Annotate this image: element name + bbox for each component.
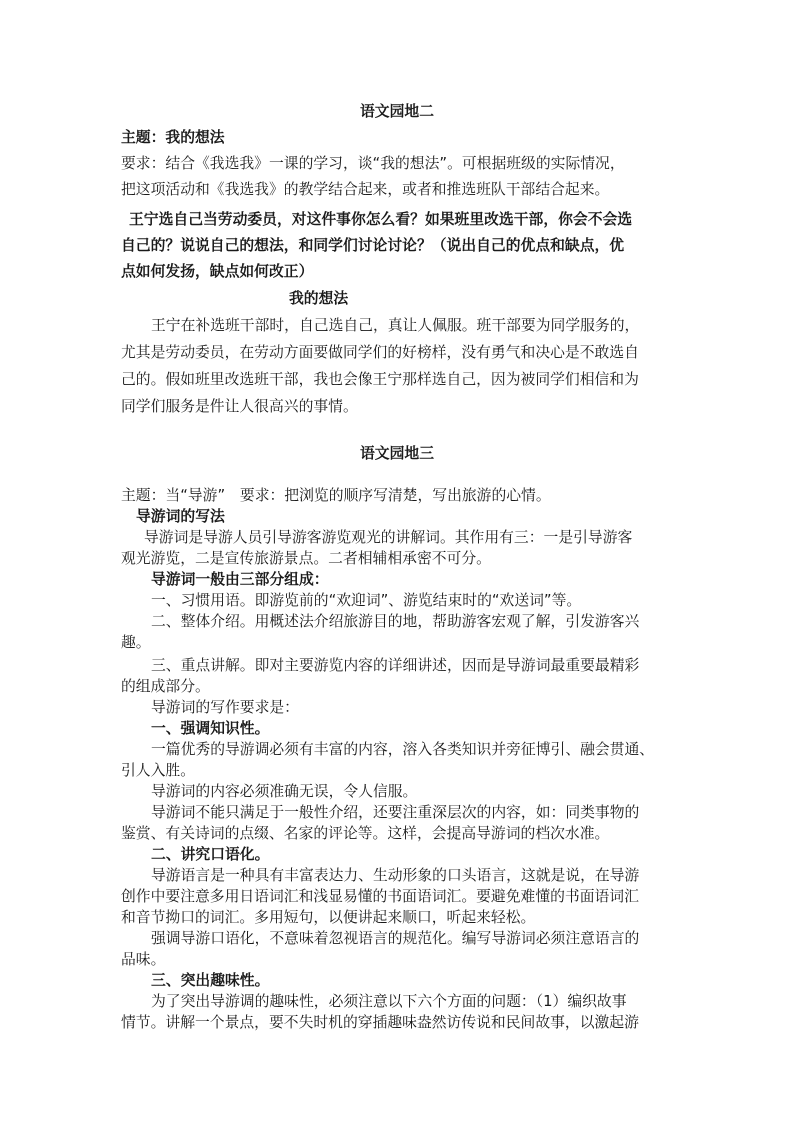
essay-line: 己的。假如班里改选班干部，我也会像王宁那样选自己，因为被同学们相信和为 [121, 371, 639, 388]
req2-heading: 二、讲究口语化。 [151, 846, 270, 863]
req1-heading: 一、强调知识性。 [151, 720, 270, 737]
section2-question-line: 王宁选自己当劳动委员，对这件事你怎么看？如果班里改选干部，你会不会选 [129, 211, 633, 228]
req1-line: 导游词的内容必须准确无误，令人信服。 [151, 783, 418, 800]
part3-line: 的组成部分。 [121, 678, 210, 695]
section2-topic: 主题：我的想法 [121, 129, 225, 146]
section3-title: 语文园地三 [360, 445, 434, 462]
section2-question-line: 点如何发扬，缺点如何改正） [121, 263, 314, 280]
part1-line: 一、习惯用语。即游览前的“欢迎词”、游览结束时的“欢送词”等。 [151, 592, 582, 609]
section2-requirement-line: 把这项活动和《我选我》的教学结合起来，或者和推选班队干部结合起来。 [121, 181, 610, 198]
requirements-intro: 导游词的写作要求是： [151, 699, 299, 716]
section2-title: 语文园地二 [360, 103, 434, 120]
req1-line: 导游词不能只满足于一般性介绍，还要注重深层次的内容，如：同类事物的 [151, 804, 640, 821]
req2-line: 导游语言是一种具有丰富表达力、生动形象的口头语言，这就是说，在导游 [151, 867, 640, 884]
intro-line: 导游词是导游人员引导游客游览观光的讲解词。其作用有三：一是引导游客 [144, 529, 633, 546]
intro-line: 观光游览，二是宣传旅游景点。二者相辅相承密不可分。 [121, 550, 491, 567]
part2-line: 趣。 [121, 634, 151, 651]
req2-line: 创作中要注意多用日语词汇和浅显易懂的书面语词汇。要避免难懂的书面语词汇 [121, 888, 639, 905]
writing-heading: 导游词的写法 [136, 508, 225, 525]
req1-line: 一篇优秀的导游调必须有丰富的内容，溶入各类知识并旁征博引、融会贯通、 [151, 741, 655, 758]
req2-line: 和音节拗口的词汇。多用短句，以便讲起来顺口，听起来轻松。 [121, 909, 536, 926]
req2-line: 强调导游口语化，不意味着忽视语言的规范化。编写导游词必须注意语言的 [151, 930, 640, 947]
essay-line: 尤其是劳动委员，在劳动方面要做同学们的好榜样，没有勇气和决心是不敢选自 [121, 344, 639, 361]
essay-line: 王宁在补选班干部时，自己选自己，真让人佩服。班干部要为同学服务的， [151, 317, 640, 334]
req1-line: 鉴赏、有关诗词的点缀、名家的评论等。这样，会提高导游词的档次水准。 [121, 825, 610, 842]
essay-line: 同学们服务是件让人很高兴的事情。 [121, 398, 358, 415]
part3-line: 三、重点讲解。即对主要游览内容的详细讲述，因而是导游词最重要最精彩 [151, 657, 640, 674]
section3-topic: 主题：当“导游” 要求：把浏览的顺序写清楚，写出旅游的心情。 [121, 487, 551, 504]
req3-line: 为了突出导游调的趣味性，必须注意以下六个方面的问题：（1）编织故事 [151, 993, 627, 1010]
parts-heading: 导游词一般由三部分组成： [151, 571, 329, 588]
section2-requirement-line: 要求：结合《我选我》一课的学习，谈“我的想法”。可根据班级的实际情况， [121, 155, 625, 172]
req1-line: 引人入胜。 [121, 762, 195, 779]
part2-line: 二、整体介绍。用概述法介绍旅游目的地，帮助游客宏观了解，引发游客兴 [151, 613, 640, 630]
req3-heading: 三、突出趣味性。 [151, 972, 270, 989]
req2-line: 品味。 [121, 951, 166, 968]
req3-line: 情节。讲解一个景点，要不失时机的穿插趣味盎然访传说和民间故事，以激起游 [121, 1014, 639, 1031]
section2-question-line: 自己的？说说自己的想法，和同学们讨论讨论？（说出自己的优点和缺点，优 [121, 237, 625, 254]
essay-title: 我的想法 [289, 290, 349, 307]
